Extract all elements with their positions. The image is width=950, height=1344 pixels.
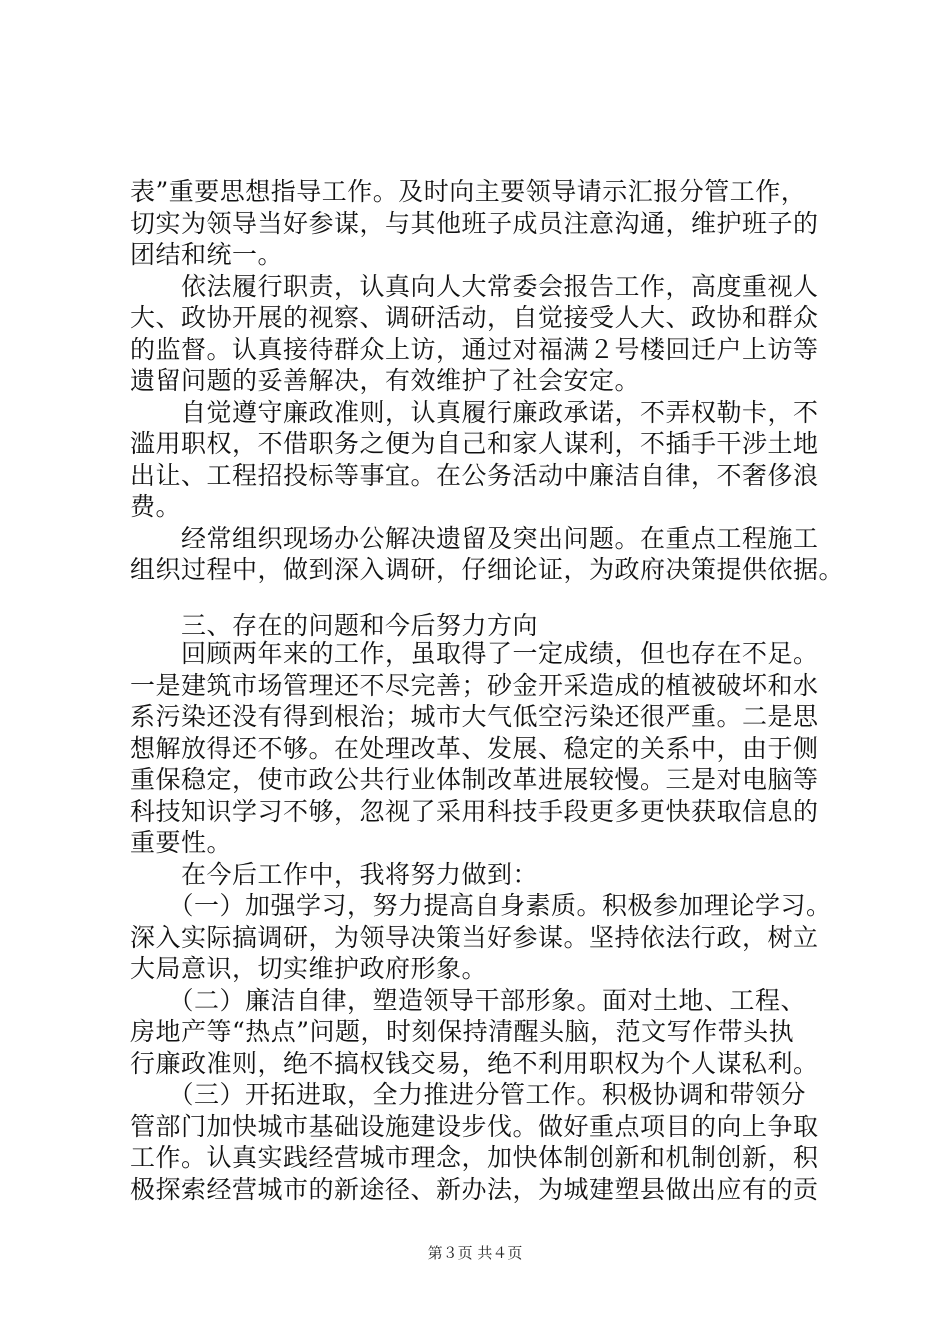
text-line: 回顾两年来的工作，虽取得了一定成绩，但也存在不足。 — [130, 639, 819, 668]
text-line: （三）开拓进取，全力推进分管工作。积极协调和带领分 — [130, 1080, 807, 1109]
text-line: 费。 — [130, 492, 182, 521]
text-line: 一是建筑市场管理还不尽完善；砂金开采造成的植被破坏和水 — [130, 671, 819, 700]
text-line: 的监督。认真接待群众上访，通过对福满２号楼回迁户上访等 — [130, 335, 819, 364]
text-line: 滥用职权，不借职务之便为自己和家人谋利，不插手干涉土地 — [130, 429, 819, 458]
text-line: 极探索经营城市的新途径、新办法，为城建塑县做出应有的贡 — [130, 1175, 819, 1204]
text-line: （二）廉洁自律，塑造领导干部形象。面对土地、工程、 — [130, 986, 807, 1015]
text-line: （一）加强学习，努力提高自身素质。积极参加理论学习。 — [130, 891, 832, 920]
text-line: 组织过程中，做到深入调研，仔细论证，为政府决策提供依据。 — [130, 555, 845, 584]
text-line: 重保稳定，使市政公共行业体制改革进展较慢。三是对电脑等 — [130, 765, 819, 794]
text-line: 团结和统一。 — [130, 240, 284, 269]
page-footer: 第３页 共４页 — [427, 1244, 523, 1262]
text-line: 遗留问题的妥善解决，有效维护了社会安定。 — [130, 366, 641, 395]
text-line: 大局意识，切实维护政府形象。 — [130, 954, 488, 983]
section-heading: 三、存在的问题和今后努力方向 — [130, 611, 539, 640]
text-line: 系污染还没有得到根治；城市大气低空污染还很严重。二是思 — [130, 702, 819, 731]
text-line: 大、政协开展的视察、调研活动，自觉接受人大、政协和群众 — [130, 303, 819, 332]
text-line: 切实为领导当好参谋，与其他班子成员注意沟通，维护班子的 — [130, 209, 819, 238]
text-line: 想解放得还不够。在处理改革、发展、稳定的关系中，由于侧 — [130, 734, 819, 763]
text-line: 工作。认真实践经营城市理念，加快体制创新和机制创新，积 — [130, 1143, 819, 1172]
text-line: 科技知识学习不够，忽视了采用科技手段更多更快获取信息的 — [130, 797, 819, 826]
text-line: 管部门加快城市基础设施建设步伐。做好重点项目的向上争取 — [130, 1112, 819, 1141]
text-line: 表”重要思想指导工作。及时向主要领导请示汇报分管工作， — [130, 177, 807, 206]
text-line: 自觉遵守廉政准则，认真履行廉政承诺，不弄权勒卡，不 — [130, 398, 819, 427]
text-line: 在今后工作中，我将努力做到： — [130, 860, 539, 889]
text-line: 深入实际搞调研，为领导决策当好参谋。坚持依法行政，树立 — [130, 923, 819, 952]
text-line: 出让、工程招投标等事宜。在公务活动中廉洁自律，不奢侈浪 — [130, 461, 819, 490]
text-line: 经常组织现场办公解决遗留及突出问题。在重点工程施工 — [130, 524, 819, 553]
text-line: 依法履行职责，认真向人大常委会报告工作，高度重视人 — [130, 272, 819, 301]
text-line: 房地产等“热点”问题，时刻保持清醒头脑，范文写作带头执 — [130, 1017, 795, 1046]
text-line: 行廉政准则，绝不搞权钱交易，绝不利用职权为个人谋私利。 — [130, 1049, 819, 1078]
text-line: 重要性。 — [130, 828, 233, 857]
